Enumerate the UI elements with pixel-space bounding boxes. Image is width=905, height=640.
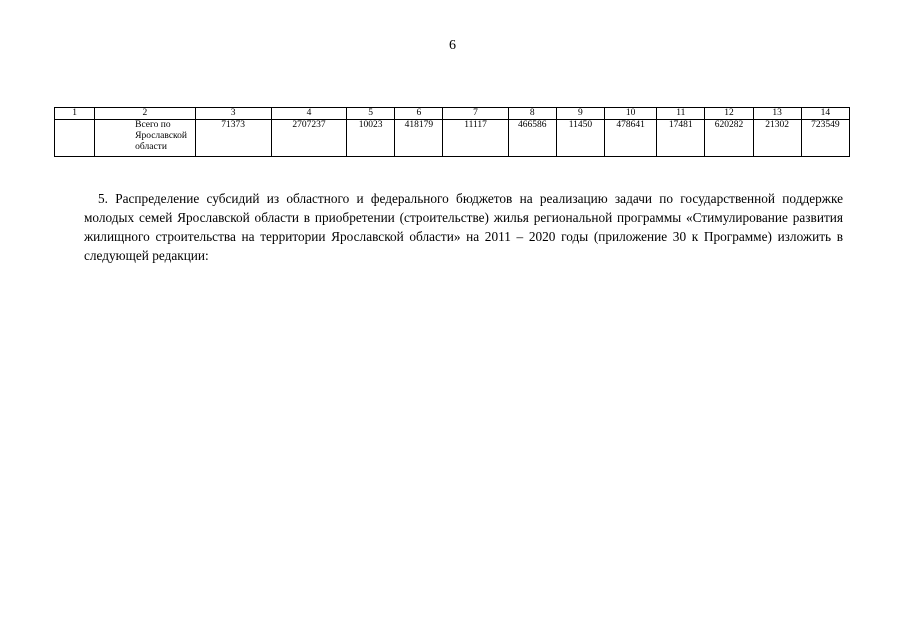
header-cell: 11 <box>657 108 705 120</box>
value-cell: 71373 <box>195 120 271 157</box>
value-cell: 2707237 <box>271 120 346 157</box>
value-cell: 620282 <box>705 120 753 157</box>
value-cell: 478641 <box>605 120 657 157</box>
value-cell: 11450 <box>556 120 604 157</box>
header-cell: 14 <box>801 108 849 120</box>
header-cell: 9 <box>556 108 604 120</box>
header-cell: 1 <box>55 108 95 120</box>
value-cell: 418179 <box>395 120 443 157</box>
header-cell: 10 <box>605 108 657 120</box>
table-header-row <box>55 108 850 120</box>
value-cell: 11117 <box>443 120 508 157</box>
row-number-cell <box>55 120 95 157</box>
value-cell: 466586 <box>508 120 556 157</box>
header-cell: 12 <box>705 108 753 120</box>
table-row-total <box>55 120 850 157</box>
header-cell: 2 <box>95 108 195 120</box>
value-cell: 17481 <box>657 120 705 157</box>
header-cell: 6 <box>395 108 443 120</box>
header-cell: 5 <box>347 108 395 120</box>
header-cell: 13 <box>753 108 801 120</box>
value-cell: 21302 <box>753 120 801 157</box>
page-number: 6 <box>449 38 456 53</box>
region-name-cell: Всего по Ярославской области <box>95 120 195 157</box>
amendment-paragraph: 5. Распределение субсидий из областного и федерального бюджетов на реализацию задачи по государственной поддержке молодых семей Ярославской области в приобретении (строительстве) жилья региональной программы «Стимулирование развития жилищного строительства на территории Ярославской области» на 2011 – 2020 годы (приложение 30 к Программе) изложить в следующей редакции: <box>84 191 843 264</box>
value-cell: 723549 <box>801 120 849 157</box>
header-cell: 4 <box>271 108 346 120</box>
header-cell: 7 <box>443 108 508 120</box>
header-cell: 3 <box>195 108 271 120</box>
header-cell: 8 <box>508 108 556 120</box>
value-cell: 10023 <box>347 120 395 157</box>
subsidy-table <box>54 107 850 157</box>
